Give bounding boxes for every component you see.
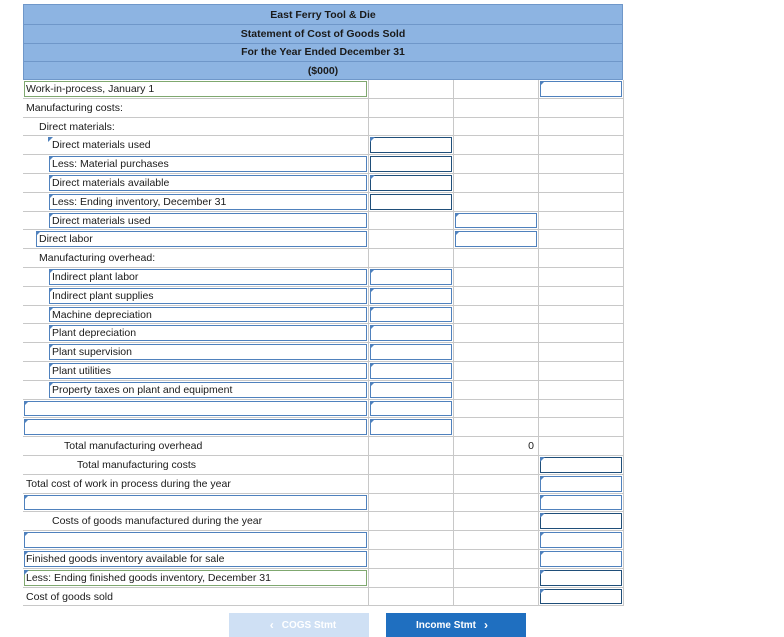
input-marker-icon: [540, 570, 545, 575]
input-marker-icon: [24, 495, 29, 500]
row-label: Total manufacturing costs: [77, 458, 197, 471]
row-label: Manufacturing costs:: [26, 101, 123, 114]
row-label: Less: Ending finished goods inventory, December 31: [26, 571, 271, 584]
input-marker-icon: [370, 307, 375, 312]
row-label: Property taxes on plant and equipment: [52, 383, 233, 396]
next-button-label: Income Stmt: [415, 619, 476, 631]
amount-input[interactable]: [370, 156, 452, 172]
table-row: [23, 249, 624, 268]
amount-input[interactable]: [455, 231, 537, 247]
amount-input[interactable]: [540, 457, 622, 473]
prev-cogs-stmt-button[interactable]: [229, 613, 369, 637]
table-row: [23, 437, 624, 456]
label-field[interactable]: [24, 419, 367, 435]
statement-title: Statement of Cost of Goods Sold: [240, 28, 406, 40]
input-marker-icon: [370, 419, 375, 424]
input-marker-icon: [24, 419, 29, 424]
input-marker-icon: [540, 532, 545, 537]
statement-units: ($000): [307, 65, 339, 77]
amount-input[interactable]: [370, 401, 452, 417]
table-row: [23, 287, 624, 306]
row-label: Plant supervision: [52, 346, 132, 359]
amount-input[interactable]: [370, 363, 452, 379]
table-row: [23, 268, 624, 287]
row-label: Machine depreciation: [52, 308, 152, 321]
row-label: Direct materials:: [39, 120, 115, 133]
statement-header: [23, 4, 623, 80]
next-income-stmt-button[interactable]: [386, 613, 526, 637]
table-row: [23, 475, 624, 494]
input-marker-icon: [370, 344, 375, 349]
row-label: Direct materials used: [52, 139, 151, 152]
table-row: [23, 230, 624, 249]
header-divider: [24, 43, 622, 44]
amount-input[interactable]: [540, 532, 622, 548]
table-row: [23, 80, 624, 99]
amount-input[interactable]: [540, 570, 622, 586]
input-marker-icon: [540, 551, 545, 556]
amount-input[interactable]: [370, 344, 452, 360]
row-label: Less: Ending inventory, December 31: [52, 195, 227, 208]
row-label: Indirect plant labor: [52, 270, 139, 283]
input-marker-icon: [370, 401, 375, 406]
cogs-statement-grid: [23, 80, 624, 606]
amount-input[interactable]: [370, 325, 452, 341]
chevron-left-icon: ‹: [269, 618, 274, 632]
input-marker-icon: [455, 213, 460, 218]
amount-input[interactable]: [370, 288, 452, 304]
chevron-right-icon: ›: [484, 618, 488, 632]
row-label: Cost of goods sold: [26, 590, 113, 603]
row-label: Direct labor: [39, 233, 93, 246]
input-marker-icon: [370, 137, 375, 142]
amount-input[interactable]: [540, 551, 622, 567]
amount-input[interactable]: [540, 513, 622, 529]
row-label: Manufacturing overhead:: [39, 252, 156, 265]
label-field[interactable]: [24, 401, 367, 417]
table-row: [23, 362, 624, 381]
row-label: Plant depreciation: [52, 327, 137, 340]
input-marker-icon: [370, 269, 375, 274]
table-row: [23, 381, 624, 400]
amount-input[interactable]: [540, 495, 622, 511]
amount-input[interactable]: [370, 382, 452, 398]
total-overhead-value: 0: [528, 440, 534, 453]
label-field[interactable]: [24, 495, 367, 511]
input-marker-icon: [540, 476, 545, 481]
input-marker-icon: [24, 532, 29, 537]
table-row: [23, 531, 624, 550]
amount-input[interactable]: [540, 589, 622, 605]
table-row: [23, 99, 624, 118]
table-row: [23, 136, 624, 155]
amount-input[interactable]: [455, 213, 537, 229]
amount-input[interactable]: [370, 307, 452, 323]
table-row: [23, 456, 624, 475]
row-label: Total cost of work in process during the year: [26, 477, 231, 490]
input-marker-icon: [540, 513, 545, 518]
amount-input[interactable]: [370, 194, 452, 210]
row-label: Finished goods inventory available for sale: [26, 552, 225, 565]
table-row: [23, 569, 624, 588]
input-marker-icon: [540, 589, 545, 594]
row-label: Total manufacturing overhead: [64, 440, 203, 453]
amount-input[interactable]: [370, 419, 452, 435]
input-marker-icon: [370, 175, 375, 180]
statement-period: For the Year Ended December 31: [241, 46, 405, 58]
prev-button-label: COGS Stmt: [281, 619, 337, 631]
input-marker-icon: [370, 382, 375, 387]
input-marker-icon: [370, 288, 375, 293]
row-label: Plant utilities: [52, 364, 111, 377]
input-marker-icon: [370, 363, 375, 368]
table-row: [23, 343, 624, 362]
row-label: Work-in-process, January 1: [26, 83, 155, 95]
table-row: [23, 400, 624, 419]
input-marker-icon: [540, 457, 545, 462]
table-row: [23, 418, 624, 437]
amount-input[interactable]: [540, 476, 622, 492]
amount-input[interactable]: [370, 137, 452, 153]
table-row: [23, 588, 624, 607]
table-row: [23, 174, 624, 193]
row-label: Less: Material purchases: [52, 158, 169, 171]
input-marker-icon: [370, 325, 375, 330]
table-row: [23, 193, 624, 212]
input-marker-icon: [540, 495, 545, 500]
table-row: [23, 155, 624, 174]
table-row: [23, 306, 624, 325]
input-marker-icon: [540, 81, 545, 86]
row-label: Costs of goods manufactured during the year: [52, 515, 263, 528]
row-label: Indirect plant supplies: [52, 289, 154, 302]
input-marker-icon: [24, 401, 29, 406]
amount-input[interactable]: [370, 269, 452, 285]
input-marker-icon: [455, 231, 460, 236]
header-divider: [24, 61, 622, 62]
company-name: East Ferry Tool & Die: [270, 9, 376, 21]
table-row: [23, 550, 624, 569]
row-label: Direct materials used: [52, 214, 151, 227]
table-row: [23, 118, 624, 137]
amount-input[interactable]: [370, 175, 452, 191]
label-field[interactable]: [24, 532, 367, 548]
row-label: Direct materials available: [52, 176, 170, 189]
header-divider: [24, 24, 622, 25]
table-row: [23, 324, 624, 343]
table-row: [23, 512, 624, 531]
table-row: [23, 494, 624, 513]
table-row: [23, 212, 624, 231]
amount-input[interactable]: [540, 81, 622, 97]
